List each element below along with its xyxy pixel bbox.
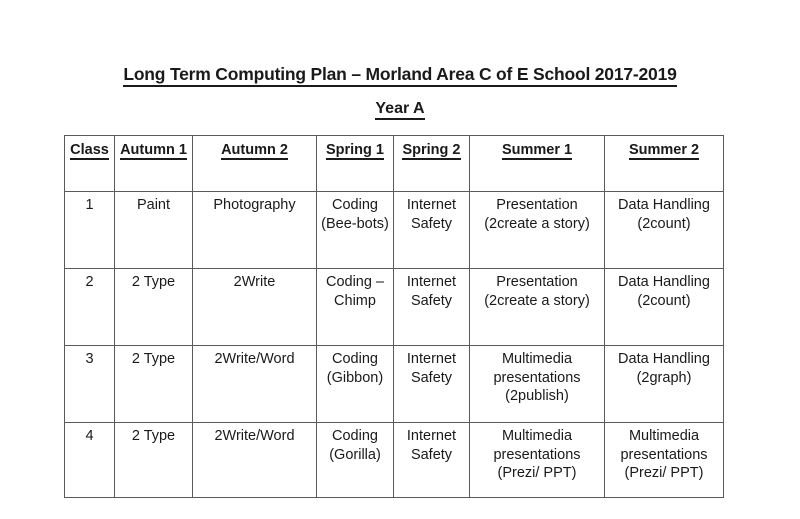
- cell-spring-2: Internet Safety: [394, 269, 470, 346]
- cell-summer-2: Data Handling (2graph): [605, 346, 724, 423]
- column-header-class: [65, 136, 115, 192]
- cell-spring-1: Coding – Chimp: [317, 269, 394, 346]
- table-row: [65, 269, 724, 346]
- table-row: [65, 192, 724, 269]
- cell-spring-2: Internet Safety: [394, 423, 470, 498]
- cell-summer-1: Presentation (2create a story): [470, 192, 605, 269]
- cell-spring-1: Coding (Gorilla): [317, 423, 394, 498]
- column-header-autumn-1: [115, 136, 193, 192]
- column-header-summer-1-label: Summer 1: [501, 142, 573, 158]
- document-title: [0, 64, 800, 85]
- cell-spring-2: Internet Safety: [394, 192, 470, 269]
- cell-spring-1: Coding (Bee-bots): [317, 192, 394, 269]
- column-header-summer-2-label: Summer 2: [628, 142, 700, 158]
- cell-autumn-1: 2 Type: [115, 423, 193, 498]
- column-header-spring-2-label: Spring 2: [402, 142, 461, 158]
- cell-spring-2: Internet Safety: [394, 346, 470, 423]
- cell-autumn-2: 2Write/Word: [193, 346, 317, 423]
- cell-summer-2: Data Handling (2count): [605, 192, 724, 269]
- cell-class: 3: [65, 346, 115, 423]
- table-header-row: [65, 136, 724, 192]
- document-title-text: Long Term Computing Plan – Morland Area C of E School 2017-2019: [123, 64, 676, 87]
- cell-autumn-2: 2Write: [193, 269, 317, 346]
- cell-autumn-1: 2 Type: [115, 346, 193, 423]
- cell-summer-2: Data Handling (2count): [605, 269, 724, 346]
- cell-autumn-1: 2 Type: [115, 269, 193, 346]
- document-subtitle: [0, 100, 800, 118]
- cell-autumn-1: Paint: [115, 192, 193, 269]
- column-header-spring-1: [317, 136, 394, 192]
- long-term-plan-table: [64, 135, 724, 498]
- cell-class: 2: [65, 269, 115, 346]
- column-header-spring-1-label: Spring 1: [325, 142, 384, 158]
- cell-summer-1: Multimedia presentations (Prezi/ PPT): [470, 423, 605, 498]
- cell-class: 1: [65, 192, 115, 269]
- table-row: [65, 346, 724, 423]
- cell-spring-1: Coding (Gibbon): [317, 346, 394, 423]
- cell-summer-2: Multimedia presentations (Prezi/ PPT): [605, 423, 724, 498]
- document-subtitle-text: Year A: [375, 100, 424, 120]
- cell-summer-1: Multimedia presentations (2publish): [470, 346, 605, 423]
- cell-autumn-2: Photography: [193, 192, 317, 269]
- column-header-class-label: Class: [70, 142, 109, 158]
- cell-summer-1: Presentation (2create a story): [470, 269, 605, 346]
- column-header-autumn-2: [193, 136, 317, 192]
- column-header-autumn-1-label: Autumn 1: [120, 142, 187, 158]
- cell-class: 4: [65, 423, 115, 498]
- column-header-summer-1: [470, 136, 605, 192]
- table-row: [65, 423, 724, 498]
- column-header-summer-2: [605, 136, 724, 192]
- column-header-autumn-2-label: Autumn 2: [221, 142, 288, 158]
- column-header-spring-2: [394, 136, 470, 192]
- cell-autumn-2: 2Write/Word: [193, 423, 317, 498]
